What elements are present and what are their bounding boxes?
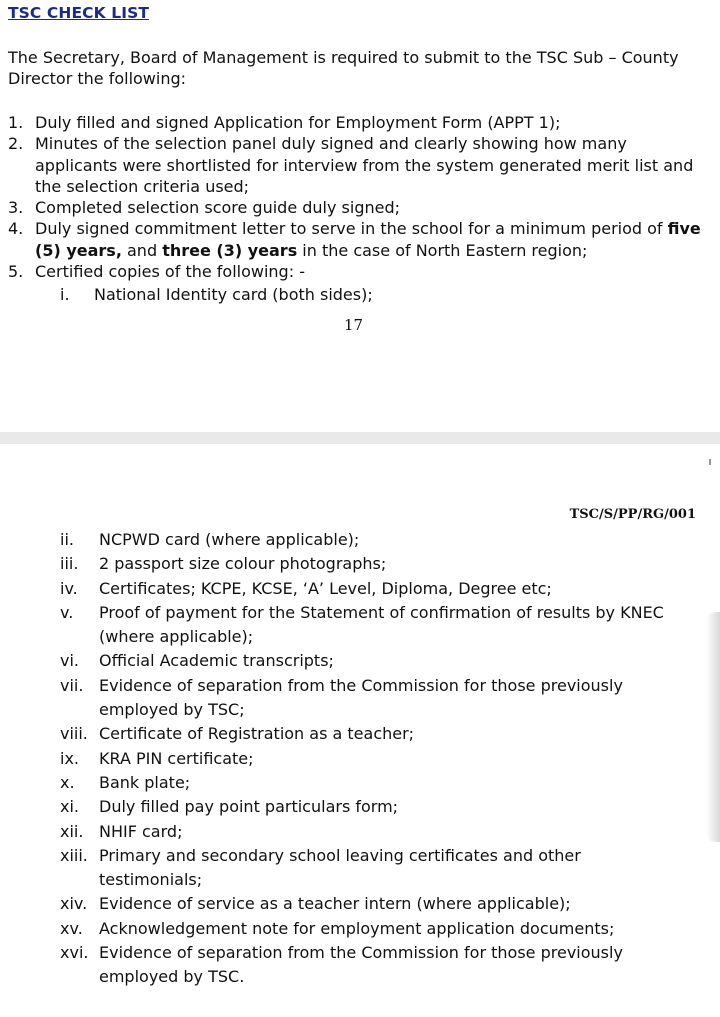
item-number: vii. (60, 675, 84, 695)
item-text: NHIF card; (99, 821, 183, 841)
item-number: xii. (60, 821, 84, 841)
item-number: 5. (8, 262, 24, 282)
intro-paragraph: The Secretary, Board of Management is required to submit to the TSC Sub – County Director the following: (8, 48, 679, 88)
item-number: ii. (60, 530, 74, 549)
item-text-line: Primary and secondary school leaving certificates and other (99, 845, 581, 865)
document-reference: TSC/S/PP/RG/001 (569, 507, 696, 522)
list-item (60, 844, 702, 893)
item-text-mid: and (121, 240, 163, 260)
list-item (60, 601, 702, 650)
list-item (8, 197, 713, 218)
scan-mark (709, 459, 711, 465)
list-item (60, 941, 702, 990)
item-text: Acknowledgement note for employment application documents; (99, 918, 615, 938)
item-text: National Identity card (both sides); (94, 285, 373, 304)
list-item (60, 649, 702, 673)
list-item (60, 722, 702, 746)
list-item (8, 218, 713, 261)
item-text (99, 601, 702, 650)
item-text-pre: Duly signed commitment letter to serve in the school for a minimum period of (35, 219, 668, 239)
page-title: TSC CHECK LIST (8, 4, 150, 22)
item-number: 4. (8, 219, 24, 239)
item-text (99, 674, 702, 723)
item-number: xi. (60, 797, 79, 817)
list-item (60, 747, 702, 771)
document-page-18 (0, 444, 720, 1017)
item-text-line: Proof of payment for the Statement of confirmation of results by KNEC (99, 602, 664, 622)
item-text-line: Evidence of separation from the Commission for those previously (99, 675, 623, 695)
item-text: Official Academic transcripts; (99, 651, 334, 671)
numbered-checklist (8, 112, 713, 282)
item-number: v. (60, 602, 74, 622)
item-number: iv. (60, 578, 78, 598)
item-number: 1. (8, 113, 24, 132)
item-text: Evidence of service as a teacher intern (where applicable); (99, 894, 571, 914)
list-item (8, 261, 713, 282)
item-text: NCPWD card (where applicable); (99, 530, 360, 549)
item-text-post: in the case of North Eastern region; (297, 240, 588, 260)
item-number: vi. (60, 651, 79, 671)
list-item (8, 133, 713, 197)
bold-five-years: five (5) years, (35, 219, 701, 260)
item-text: 2 passport size colour photographs; (99, 554, 387, 574)
item-text: Completed selection score guide duly signed; (35, 198, 401, 218)
item-text: Duly filled pay point particulars form; (99, 797, 399, 817)
list-item (60, 528, 702, 552)
item-text-line: Evidence of separation from the Commission for those previously (99, 943, 623, 963)
sub-list-item (60, 284, 373, 305)
page-separator (0, 432, 720, 444)
item-text-line: employed by TSC. (99, 967, 245, 987)
list-item (60, 795, 702, 819)
bold-three-years: three (3) years (162, 240, 298, 260)
roman-checklist (60, 528, 702, 990)
item-number: i. (60, 285, 70, 304)
list-item (60, 892, 702, 916)
item-number: viii. (60, 724, 88, 744)
list-item (60, 771, 702, 795)
item-number: xv. (60, 918, 83, 938)
item-text: Certified copies of the following: - (35, 262, 305, 282)
page-curl-shadow (706, 612, 720, 842)
item-number: x. (60, 772, 75, 792)
item-number: iii. (60, 554, 79, 574)
item-number: 3. (8, 198, 24, 218)
document-page-17 (0, 0, 720, 432)
item-text-line: employed by TSC; (99, 700, 245, 720)
item-text (99, 844, 702, 893)
item-text (99, 941, 702, 990)
item-text: Certificates; KCPE, KCSE, ‘A’ Level, Diploma, Degree etc; (99, 578, 552, 598)
item-number: xiv. (60, 894, 88, 914)
page-number: 17 (344, 316, 364, 334)
list-item (60, 577, 702, 601)
list-item (60, 552, 702, 576)
item-number: 2. (8, 134, 24, 154)
item-number: xvi. (60, 943, 89, 963)
item-text-line: testimonials; (99, 870, 203, 890)
list-item (60, 820, 702, 844)
item-text: KRA PIN certificate; (99, 748, 254, 768)
item-text (35, 218, 713, 261)
item-text-line: (where applicable); (99, 627, 254, 647)
list-item (60, 674, 702, 723)
item-text: Minutes of the selection panel duly signed and clearly showing how many applicants were shortlisted for interview from the system generated merit list and the selection criteria used; (35, 134, 694, 196)
item-text: Bank plate; (99, 772, 191, 792)
item-text: Duly filled and signed Application for Employment Form (APPT 1); (35, 113, 561, 132)
item-text: Certificate of Registration as a teacher; (99, 724, 415, 744)
list-item (8, 112, 713, 133)
item-number: ix. (60, 748, 79, 768)
list-item (60, 917, 702, 941)
item-number: xiii. (60, 845, 88, 865)
